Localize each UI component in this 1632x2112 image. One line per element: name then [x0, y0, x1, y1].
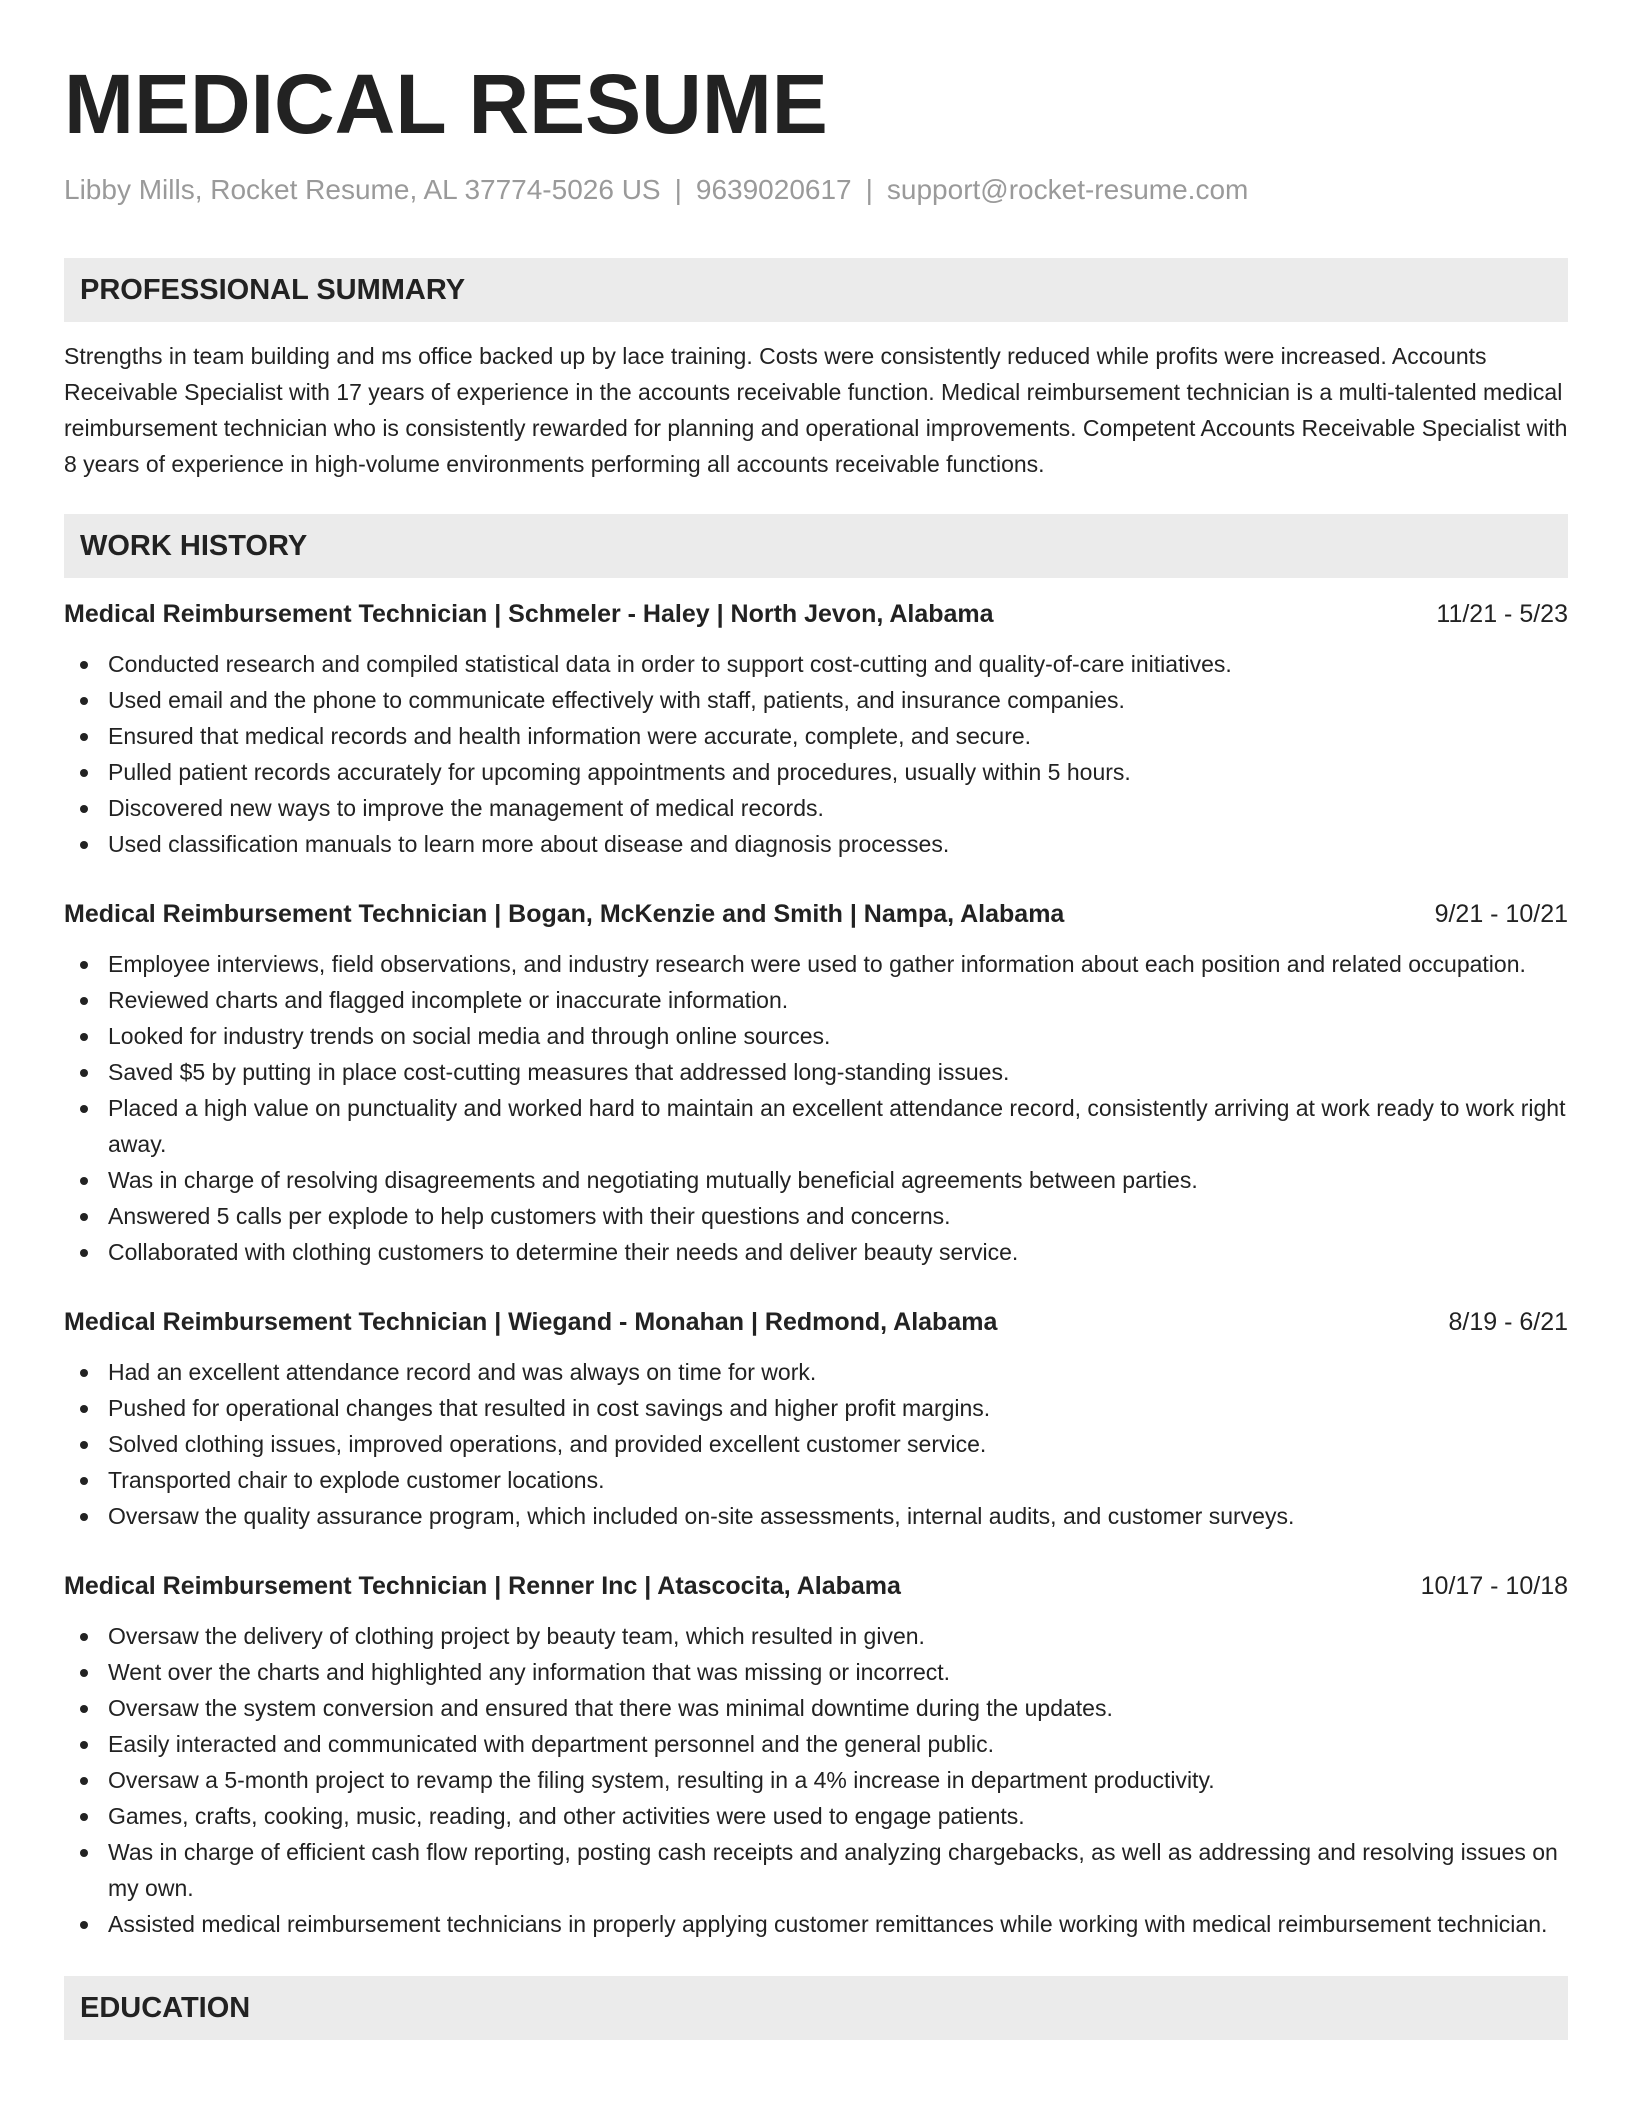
job-bullet	[64, 982, 1568, 1018]
bullet-dot-icon	[80, 1069, 88, 1077]
bullet-dot-icon	[80, 661, 88, 669]
job-heading: Medical Reimbursement Technician | Wiegand - Monahan | Redmond, Alabama	[64, 1308, 998, 1336]
bullet-dot-icon	[80, 1777, 88, 1785]
job-bullet-text: Saved $5 by putting in place cost-cutting measures that addressed long-standing issues.	[108, 1059, 1010, 1085]
bullet-dot-icon	[80, 1033, 88, 1041]
job-bullet-text: Was in charge of resolving disagreements and negotiating mutually beneficial agreements between parties.	[108, 1167, 1198, 1193]
job-bullet-text: Oversaw a 5-month project to revamp the filing system, resulting in a 4% increase in department productivity.	[108, 1767, 1215, 1793]
job-heading: Medical Reimbursement Technician | Renner Inc | Atascocita, Alabama	[64, 1572, 901, 1600]
bullet-dot-icon	[80, 1249, 88, 1257]
job-header	[64, 1568, 1568, 1604]
job-bullet	[64, 1618, 1568, 1654]
bullet-dot-icon	[80, 805, 88, 813]
job-bullet-text: Had an excellent attendance record and was always on time for work.	[108, 1359, 817, 1385]
bullet-dot-icon	[80, 961, 88, 969]
job-entry	[64, 1304, 1568, 1534]
job-entry	[64, 596, 1568, 862]
job-bullet	[64, 1018, 1568, 1054]
summary-text: Strengths in team building and ms office backed up by lace training. Costs were consistently reduced while profits were increased. Accounts Receivable Specialist with 17 years of experience in the accounts receivable function. Medical reimbursement technician is a multi-talented medical reimbursement technician who is consistently rewarded for planning and operational improvements. Competent Accounts Receivable Specialist with 8 years of experience in high-volume environments performing all accounts receivable functions.	[64, 343, 1568, 477]
job-bullet	[64, 1690, 1568, 1726]
job-bullet-list	[64, 1618, 1568, 1942]
job-bullet	[64, 946, 1568, 982]
job-header	[64, 1304, 1568, 1340]
job-bullet-text: Ensured that medical records and health information were accurate, complete, and secure.	[108, 723, 1032, 749]
contact-separator: |	[674, 174, 682, 205]
bullet-dot-icon	[80, 697, 88, 705]
job-bullet	[64, 1654, 1568, 1690]
job-entry	[64, 896, 1568, 1270]
job-bullet	[64, 1234, 1568, 1270]
contact-line	[64, 172, 1568, 208]
contact-address: Libby Mills, Rocket Resume, AL 37774-5026 US	[64, 174, 661, 205]
job-bullet-text: Looked for industry trends on social media and through online sources.	[108, 1023, 831, 1049]
job-bullet	[64, 1498, 1568, 1534]
job-bullet-text: Collaborated with clothing customers to determine their needs and deliver beauty service.	[108, 1239, 1019, 1265]
job-bullet-text: Games, crafts, cooking, music, reading, and other activities were used to engage patients.	[108, 1803, 1025, 1829]
job-bullet	[64, 1054, 1568, 1090]
job-bullet	[64, 826, 1568, 862]
bullet-dot-icon	[80, 1177, 88, 1185]
contact-separator: |	[865, 174, 873, 205]
job-bullet	[64, 790, 1568, 826]
job-bullet	[64, 1906, 1568, 1942]
job-bullet-text: Pulled patient records accurately for upcoming appointments and procedures, usually within 5 hours.	[108, 759, 1131, 785]
bullet-dot-icon	[80, 1813, 88, 1821]
job-bullet	[64, 1090, 1568, 1162]
bullet-dot-icon	[80, 1477, 88, 1485]
job-bullet-text: Answered 5 calls per explode to help customers with their questions and concerns.	[108, 1203, 951, 1229]
bullet-dot-icon	[80, 1369, 88, 1377]
job-bullet-list	[64, 1354, 1568, 1534]
summary-section-header: PROFESSIONAL SUMMARY	[64, 258, 1568, 322]
bullet-dot-icon	[80, 1849, 88, 1857]
bullet-dot-icon	[80, 1705, 88, 1713]
job-bullet-text: Solved clothing issues, improved operations, and provided excellent customer service.	[108, 1431, 987, 1457]
work-history-list	[64, 596, 1568, 1942]
job-bullet	[64, 1162, 1568, 1198]
job-bullet-text: Assisted medical reimbursement technicians in properly applying customer remittances while working with medical reimbursement technician.	[108, 1911, 1548, 1937]
job-bullet-text: Pushed for operational changes that resulted in cost savings and higher profit margins.	[108, 1395, 991, 1421]
resume-page	[64, 48, 1568, 2040]
job-dates: 8/19 - 6/21	[1448, 1308, 1568, 1336]
job-bullet	[64, 1762, 1568, 1798]
job-heading: Medical Reimbursement Technician | Bogan, McKenzie and Smith | Nampa, Alabama	[64, 900, 1065, 928]
bullet-dot-icon	[80, 997, 88, 1005]
job-bullet	[64, 1426, 1568, 1462]
contact-email: support@rocket-resume.com	[886, 174, 1249, 205]
bullet-dot-icon	[80, 1633, 88, 1641]
resume-title: MEDICAL RESUME	[64, 57, 828, 151]
job-bullet-text: Used email and the phone to communicate effectively with staff, patients, and insurance companies.	[108, 687, 1125, 713]
work-history-section-header: WORK HISTORY	[64, 514, 1568, 578]
job-heading: Medical Reimbursement Technician | Schmeler - Haley | North Jevon, Alabama	[64, 600, 994, 628]
job-bullet-text: Oversaw the quality assurance program, which included on-site assessments, internal audits, and customer surveys.	[108, 1503, 1295, 1529]
bullet-dot-icon	[80, 1105, 88, 1113]
job-bullet	[64, 1390, 1568, 1426]
job-bullet-text: Went over the charts and highlighted any information that was missing or incorrect.	[108, 1659, 951, 1685]
job-bullet-text: Easily interacted and communicated with department personnel and the general public.	[108, 1731, 995, 1757]
bullet-dot-icon	[80, 1921, 88, 1929]
job-bullet-text: Placed a high value on punctuality and worked hard to maintain an excellent attendance record, consistently arriving at work ready to work right away.	[108, 1095, 1566, 1157]
job-bullet-text: Conducted research and compiled statistical data in order to support cost-cutting and quality-of-care initiatives.	[108, 651, 1232, 677]
bullet-dot-icon	[80, 1741, 88, 1749]
bullet-dot-icon	[80, 1405, 88, 1413]
bullet-dot-icon	[80, 733, 88, 741]
job-header	[64, 596, 1568, 632]
job-bullet	[64, 1462, 1568, 1498]
education-section-header: EDUCATION	[64, 1976, 1568, 2040]
job-bullet-text: Transported chair to explode customer locations.	[108, 1467, 605, 1493]
job-bullet	[64, 718, 1568, 754]
bullet-dot-icon	[80, 769, 88, 777]
job-bullet-text: Employee interviews, field observations, and industry research were used to gather information about each position and related occupation.	[108, 951, 1526, 977]
job-bullet	[64, 754, 1568, 790]
job-bullet-text: Oversaw the delivery of clothing project by beauty team, which resulted in given.	[108, 1623, 925, 1649]
job-bullet	[64, 682, 1568, 718]
job-bullet	[64, 1198, 1568, 1234]
job-bullet	[64, 1834, 1568, 1906]
bullet-dot-icon	[80, 1213, 88, 1221]
job-bullet-text: Used classification manuals to learn more about disease and diagnosis processes.	[108, 831, 950, 857]
job-dates: 10/17 - 10/18	[1420, 1572, 1568, 1600]
contact-phone: 9639020617	[695, 174, 852, 205]
bullet-dot-icon	[80, 841, 88, 849]
job-dates: 11/21 - 5/23	[1436, 600, 1568, 628]
job-bullet-text: Oversaw the system conversion and ensured that there was minimal downtime during the updates.	[108, 1695, 1113, 1721]
job-bullet-list	[64, 946, 1568, 1270]
job-entry	[64, 1568, 1568, 1942]
job-header	[64, 896, 1568, 932]
bullet-dot-icon	[80, 1441, 88, 1449]
job-bullet	[64, 1798, 1568, 1834]
job-bullet-text: Reviewed charts and flagged incomplete or inaccurate information.	[108, 987, 789, 1013]
job-dates: 9/21 - 10/21	[1434, 900, 1568, 928]
job-bullet-text: Discovered new ways to improve the management of medical records.	[108, 795, 824, 821]
job-bullet-text: Was in charge of efficient cash flow reporting, posting cash receipts and analyzing chargebacks, as well as addressing and resolving issues on my own.	[108, 1839, 1558, 1901]
bullet-dot-icon	[80, 1669, 88, 1677]
job-bullet	[64, 1726, 1568, 1762]
job-bullet	[64, 646, 1568, 682]
bullet-dot-icon	[80, 1513, 88, 1521]
job-bullet-list	[64, 646, 1568, 862]
job-bullet	[64, 1354, 1568, 1390]
